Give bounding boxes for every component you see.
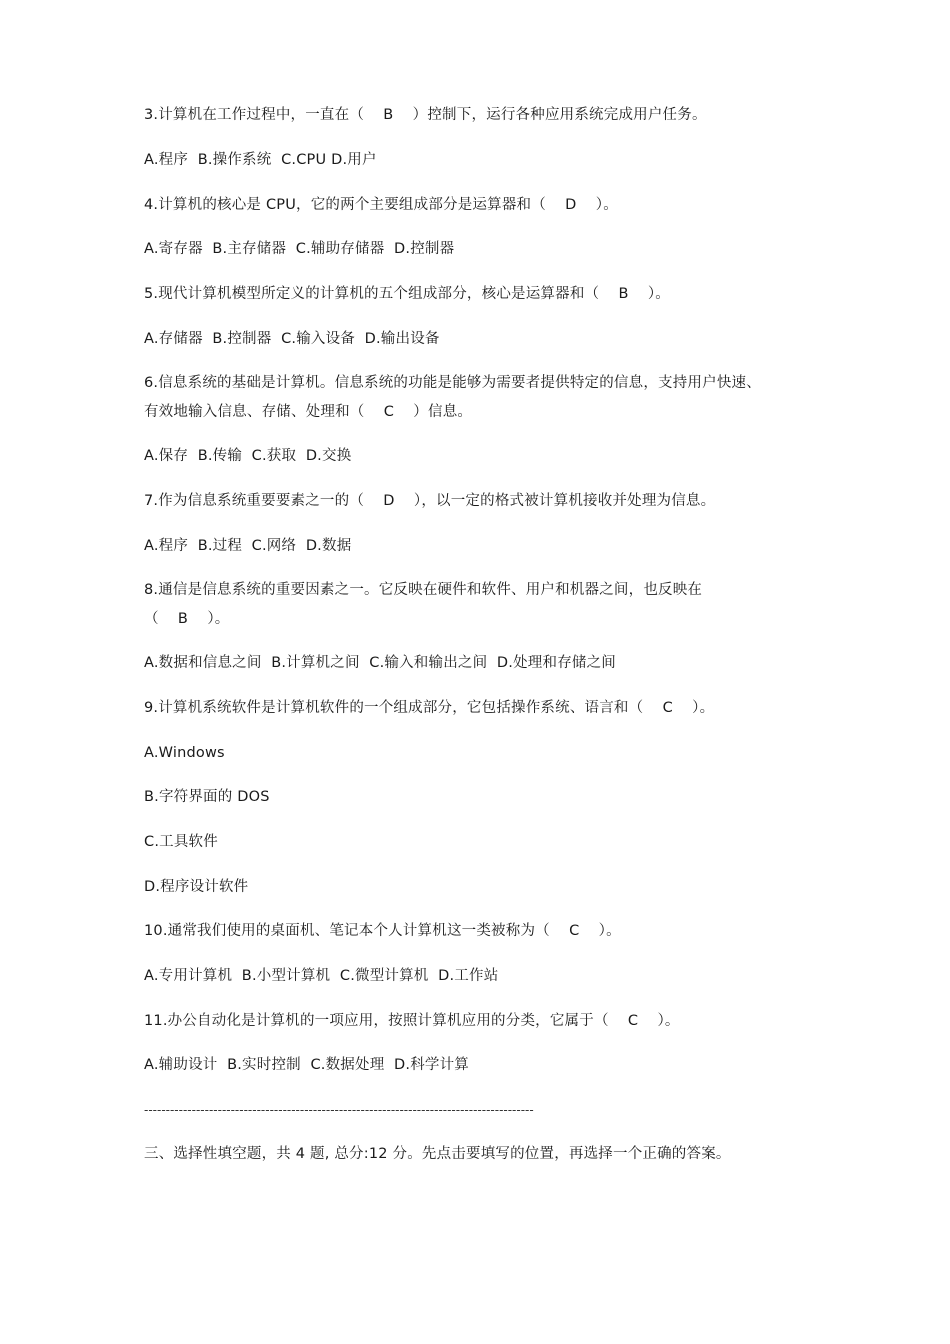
option-9-a: A.Windows (144, 745, 225, 761)
options-5: A.存储器 B.控制器 C.输入设备 D.输出设备 (144, 331, 440, 347)
options-3: A.程序 B.操作系统 C.CPU D.用户 (144, 152, 377, 168)
option-9-b: B.字符界面的 DOS (144, 789, 270, 805)
question-8-line-1: 8.通信是信息系统的重要因素之一。它反映在硬件和软件、用户和机器之间，也反映在 (144, 582, 703, 598)
section-divider: ------------------------------------------------------------------------------------------ (144, 1103, 534, 1117)
question-6-line-2: 有效地输入信息、存储、处理和（ C ）信息。 (144, 404, 473, 420)
options-4: A.寄存器 B.主存储器 C.辅助存储器 D.控制器 (144, 241, 455, 257)
question-5: 5.现代计算机模型所定义的计算机的五个组成部分，核心是运算器和（ B ）。 (144, 286, 671, 302)
options-7: A.程序 B.过程 C.网络 D.数据 (144, 538, 352, 554)
option-9-d: D.程序设计软件 (144, 879, 249, 895)
options-8: A.数据和信息之间 B.计算机之间 C.输入和输出之间 D.处理和存储之间 (144, 655, 616, 671)
question-8-line-2: （ B ）。 (144, 611, 230, 627)
question-10: 10.通常我们使用的桌面机、笔记本个人计算机这一类被称为（ C ）。 (144, 923, 621, 939)
options-6: A.保存 B.传输 C.获取 D.交换 (144, 448, 352, 464)
question-7: 7.作为信息系统重要要素之一的（ D ），以一定的格式被计算机接收并处理为信息。 (144, 493, 716, 509)
question-4: 4.计算机的核心是 CPU，它的两个主要组成部分是运算器和（ D ）。 (144, 197, 618, 213)
question-9: 9.计算机系统软件是计算机软件的一个组成部分，它包括操作系统、语言和（ C ）。 (144, 700, 715, 716)
options-11: A.辅助设计 B.实时控制 C.数据处理 D.科学计算 (144, 1057, 469, 1073)
options-10: A.专用计算机 B.小型计算机 C.微型计算机 D.工作站 (144, 968, 499, 984)
question-3: 3.计算机在工作过程中，一直在（ B ）控制下，运行各种应用系统完成用户任务。 (144, 107, 707, 123)
option-9-c: C.工具软件 (144, 834, 218, 850)
question-11: 11.办公自动化是计算机的一项应用，按照计算机应用的分类，它属于（ C ）。 (144, 1013, 680, 1029)
question-6-line-1: 6.信息系统的基础是计算机。信息系统的功能是能够为需要者提供特定的信息，支持用户快速、 (144, 375, 761, 391)
section-heading: 三、选择性填空题，共 4 题, 总分:12 分。先点击要填写的位置，再选择一个正确的答案。 (144, 1146, 731, 1162)
